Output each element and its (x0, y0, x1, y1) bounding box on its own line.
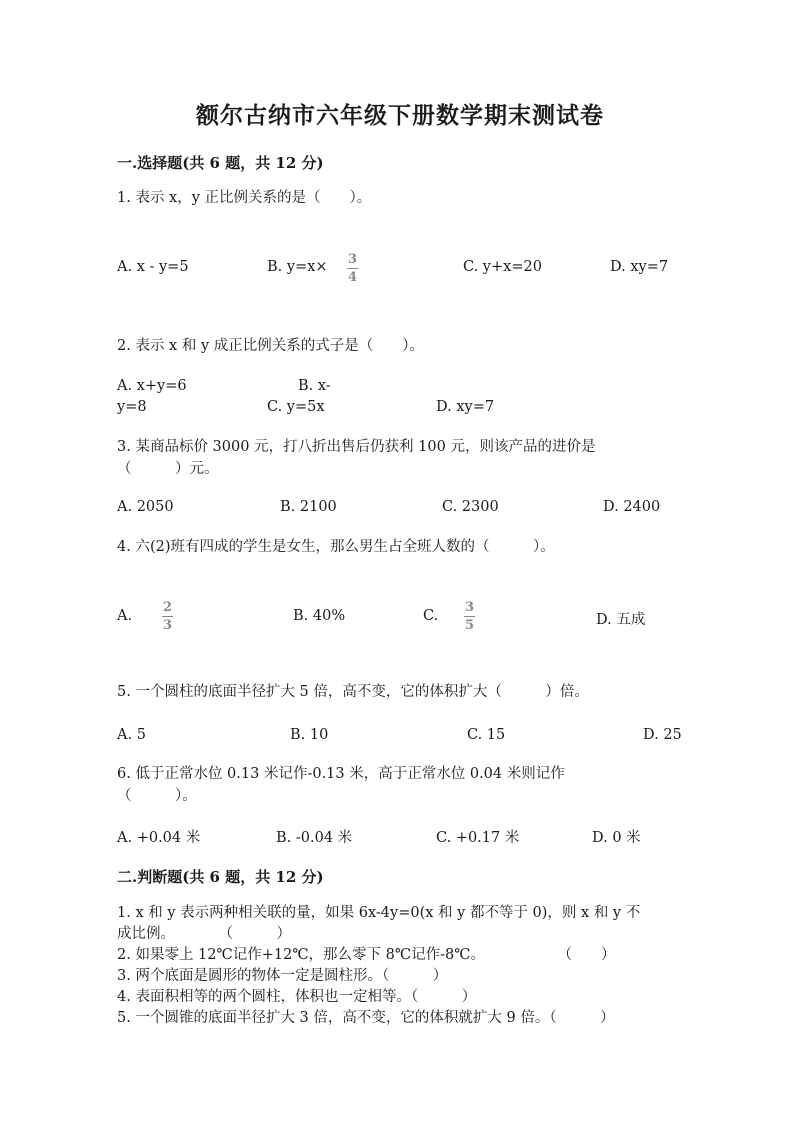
question-6-option-d: D. 0 米 (592, 830, 641, 846)
question-4-fraction-c (464, 600, 475, 633)
question-6-option-a: A. +0.04 米 (117, 830, 201, 846)
question-3-option-b: B. 2100 (280, 499, 337, 515)
question-5-option-a: A. 5 (117, 727, 146, 743)
question-5-option-c: C. 15 (467, 727, 506, 743)
question-3-option-d: D. 2400 (603, 499, 661, 515)
question-2-option-b-cont: y=8 (117, 399, 147, 415)
question-2-option-b: B. x- (298, 378, 331, 394)
question-1-option-b: B. y=x× (267, 259, 328, 275)
question-1-option-a: A. x - y=5 (117, 259, 189, 275)
section-heading-judgement: 二.判断题(共 6 题，共 12 分) (117, 868, 324, 886)
question-4-option-a: A. (117, 608, 133, 624)
fraction-numerator: 3 (347, 252, 358, 267)
fraction-denominator: 4 (347, 270, 358, 285)
fraction-numerator: 3 (464, 600, 475, 615)
question-5-stem: 5. 一个圆柱的底面半径扩大 5 倍，高不变，它的体积扩大（ ）倍。 (117, 684, 589, 700)
judgement-item-2: 2. 如果零上 12℃记作+12℃，那么零下 8℃记作-8℃。 （ ） (117, 947, 616, 963)
judgement-item-1-line1: 1. x 和 y 表示两种相关联的量，如果 6x-4y=0(x 和 y 都不等于 0)，则 x 和 y 不 (117, 905, 641, 921)
judgement-item-3: 3. 两个底面是圆形的物体一定是圆柱形。（ ） (117, 968, 448, 984)
question-1-option-d: D. xy=7 (610, 259, 669, 275)
question-3-option-c: C. 2300 (442, 499, 499, 515)
question-6-stem-line1: 6. 低于正常水位 0.13 米记作-0.13 米，高于正常水位 0.04 米则记作 (117, 766, 565, 782)
fraction-bar (162, 616, 173, 617)
question-5-option-b: B. 10 (290, 727, 329, 743)
question-2-option-a: A. x+y=6 (117, 378, 187, 394)
question-2-stem: 2. 表示 x 和 y 成正比例关系的式子是（ ）。 (117, 338, 424, 354)
question-1-option-c: C. y+x=20 (463, 259, 542, 275)
fraction-bar (464, 616, 475, 617)
question-1-fraction (347, 252, 358, 285)
question-3-option-a: A. 2050 (117, 499, 174, 515)
question-6-option-c: C. +0.17 米 (436, 830, 520, 846)
question-2-option-c: C. y=5x (267, 399, 325, 415)
fraction-numerator: 2 (162, 600, 173, 615)
question-1-stem: 1. 表示 x，y 正比例关系的是（ ）。 (117, 190, 372, 206)
fraction-denominator: 3 (162, 618, 173, 633)
fraction-denominator: 5 (464, 618, 475, 633)
question-6-option-b: B. -0.04 米 (276, 830, 353, 846)
judgement-item-4: 4. 表面积相等的两个圆柱，体积也一定相等。（ ） (117, 989, 477, 1005)
page-title: 额尔古纳市六年级下册数学期末测试卷 (196, 102, 604, 129)
question-5-option-d: D. 25 (643, 727, 682, 743)
question-4-option-c: C. (423, 608, 439, 624)
question-4-option-b: B. 40% (293, 608, 346, 624)
question-6-stem-line2: （ ）。 (117, 788, 197, 804)
section-heading-choice: 一.选择题(共 6 题，共 12 分) (117, 154, 324, 172)
judgement-item-5: 5. 一个圆锥的底面半径扩大 3 倍，高不变，它的体积就扩大 9 倍。（ ） (117, 1010, 615, 1026)
judgement-item-1-line2: 成比例。 （ ） (117, 926, 291, 942)
question-4-fraction-a (162, 600, 173, 633)
question-3-stem-line1: 3. 某商品标价 3000 元，打八折出售后仍获利 100 元，则该产品的进价是 (117, 439, 596, 455)
fraction-bar (347, 268, 358, 269)
question-4-stem: 4. 六(2)班有四成的学生是女生，那么男生占全班人数的（ ）。 (117, 539, 555, 555)
question-4-option-d: D. 五成 (596, 612, 646, 628)
question-3-stem-line2: （ ）元。 (117, 461, 219, 477)
question-2-option-d: D. xy=7 (436, 399, 495, 415)
